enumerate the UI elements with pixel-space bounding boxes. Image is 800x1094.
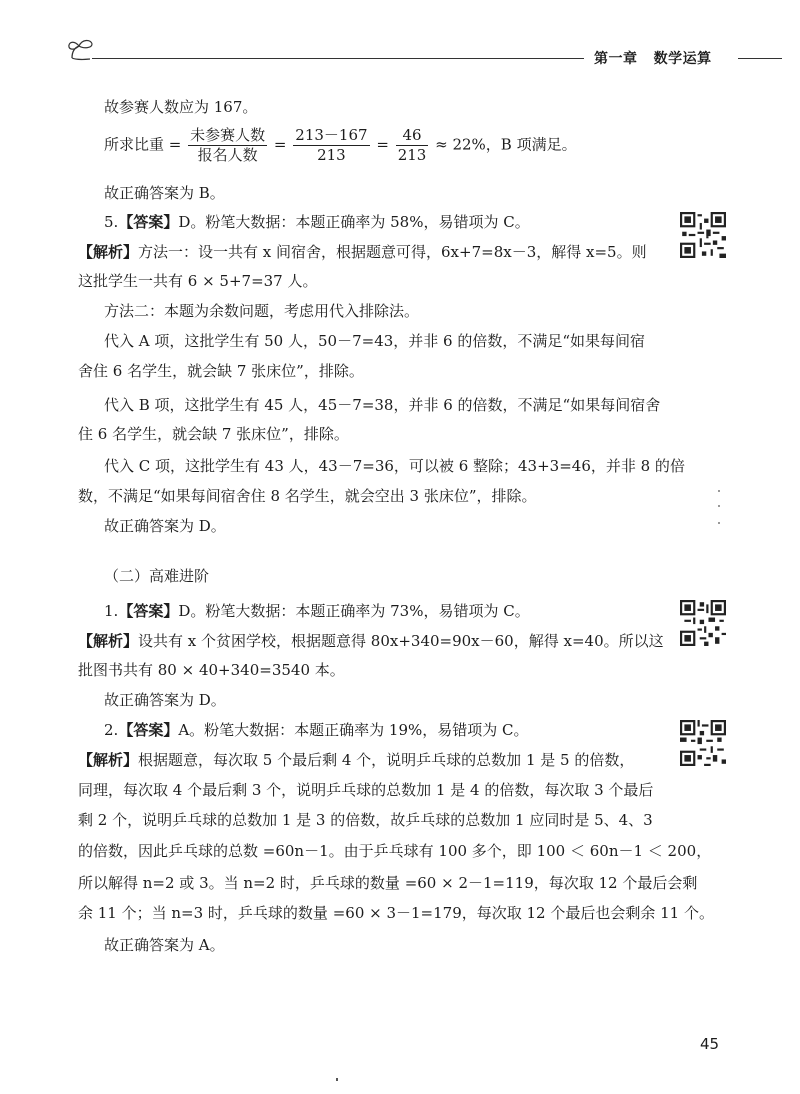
qr-code-icon [680,212,726,258]
formula-suffix: ≈ 22%，B 项满足。 [435,135,577,154]
fraction-numerator: 未参赛人数 [190,126,266,144]
fraction-numerator: 213－167 [295,126,368,144]
text-line: 剩 2 个，说明乒乓球的总数加 1 是 3 的倍数，故乒乓球的总数加 1 应同时是 5、4、3 [78,811,653,829]
analysis-text: 方法一：设一共有 x 间宿舍，根据题意可得，6x+7=8x－3，解得 x=5。则 [138,243,647,261]
question-number: 2. [104,721,119,739]
section-heading: （二）高难进阶 [104,567,210,585]
equals-sign: = [273,135,287,154]
margin-mark [718,490,720,492]
analysis-text: 设共有 x 个贫困学校，根据题意得 80x+340=90x－60，解得 x=40。所以这 [138,632,664,650]
text-line: 同理，每次取 4 个最后剩 3 个，说明乒乓球的总数加 1 是 4 的倍数，每次取 3 个最后 [78,781,654,799]
text-line: 的倍数，因此乒乓球的总数 =60n－1。由于乒乓球有 100 多个，即 100 ＜ 60n－1 ＜ 200， [78,842,712,860]
answer-line [104,600,530,621]
analysis-line [78,241,647,262]
qr-code-icon [680,600,726,646]
margin-mark [718,522,720,524]
text-line: 数，不满足“如果每间宿舍住 8 名学生，就会空出 3 张床位”，排除。 [78,487,537,505]
qr-code-icon [680,720,726,766]
text-line: 舍住 6 名学生，就会缺 7 张床位”，排除。 [78,362,364,380]
answer-line [104,211,530,232]
answer-tag: 【答案】 [118,602,179,620]
fraction-denominator: 213 [317,146,346,164]
text-line: 代入 C 项，这批学生有 43 人，43－7=36，可以被 6 整除；43+3=46，并非 8 的倍 [104,457,685,475]
analysis-tag: 【解析】 [78,243,139,261]
text-line: 故正确答案为 B。 [104,184,225,202]
analysis-tag: 【解析】 [78,751,139,769]
equals-sign: = [376,135,389,154]
text-line: 所以解得 n=2 或 3。当 n=2 时，乒乓球的数量 =60 × 2－1=119，每次取 12 个最后会剩 [78,874,698,892]
fraction-denominator: 213 [397,146,427,164]
answer-line [104,719,529,740]
text-line: 代入 B 项，这批学生有 45 人，45－7=38，并非 6 的倍数，不满足“如果每间宿舍 [104,396,661,414]
header-rule-left [92,58,584,59]
formula-prefix: 所求比重 = [104,135,182,154]
analysis-line [78,749,634,770]
chapter-label: 第一章 [594,51,638,67]
running-header [594,48,712,68]
answer-text: D。粉笔大数据：本题正确率为 73%，易错项为 C。 [178,602,530,620]
question-number: 5. [104,213,119,231]
page-number: 45 [700,1035,720,1053]
question-number: 1. [104,602,119,620]
text-line: 这批学生一共有 6 × 5+7=37 人。 [78,272,318,290]
margin-mark [336,1078,338,1081]
text-line: 故参赛人数应为 167。 [104,98,258,116]
chapter-title: 数学运算 [653,51,712,67]
text-line: 故正确答案为 D。 [104,691,226,709]
analysis-line [78,630,664,651]
text-line: 方法二：本题为余数问题，考虑用代入排除法。 [104,302,420,320]
fraction-2 [293,126,369,165]
fraction-1 [188,126,267,165]
analysis-text: 根据题意，每次取 5 个最后剩 4 个，说明乒乓球的总数加 1 是 5 的倍数， [138,751,635,769]
answer-tag: 【答案】 [118,721,179,739]
fraction-numerator: 46 [396,126,429,146]
text-line: 余 11 个；当 n=3 时，乒乓球的数量 =60 × 3－1=179，每次取 12 个最后也会剩余 11 个。 [78,904,714,922]
fraction-3 [396,126,429,165]
analysis-tag: 【解析】 [78,632,139,650]
header-rule-right [738,58,782,59]
ratio-formula [104,126,577,165]
text-line: 故正确答案为 D。 [104,517,226,535]
text-line: 住 6 名学生，就会缺 7 张床位”，排除。 [78,425,349,443]
answer-text: A。粉笔大数据：本题正确率为 19%，易错项为 C。 [178,721,529,739]
fraction-denominator: 报名人数 [197,146,258,164]
margin-mark [718,505,720,507]
text-line: 故正确答案为 A。 [104,936,225,954]
text-line: 代入 A 项，这批学生有 50 人，50－7=43，并非 6 的倍数，不满足“如果每间宿 [104,332,646,350]
text-line: 批图书共有 80 × 40+340=3540 本。 [78,661,345,679]
answer-text: D。粉笔大数据：本题正确率为 58%，易错项为 C。 [178,213,530,231]
answer-tag: 【答案】 [118,213,179,231]
